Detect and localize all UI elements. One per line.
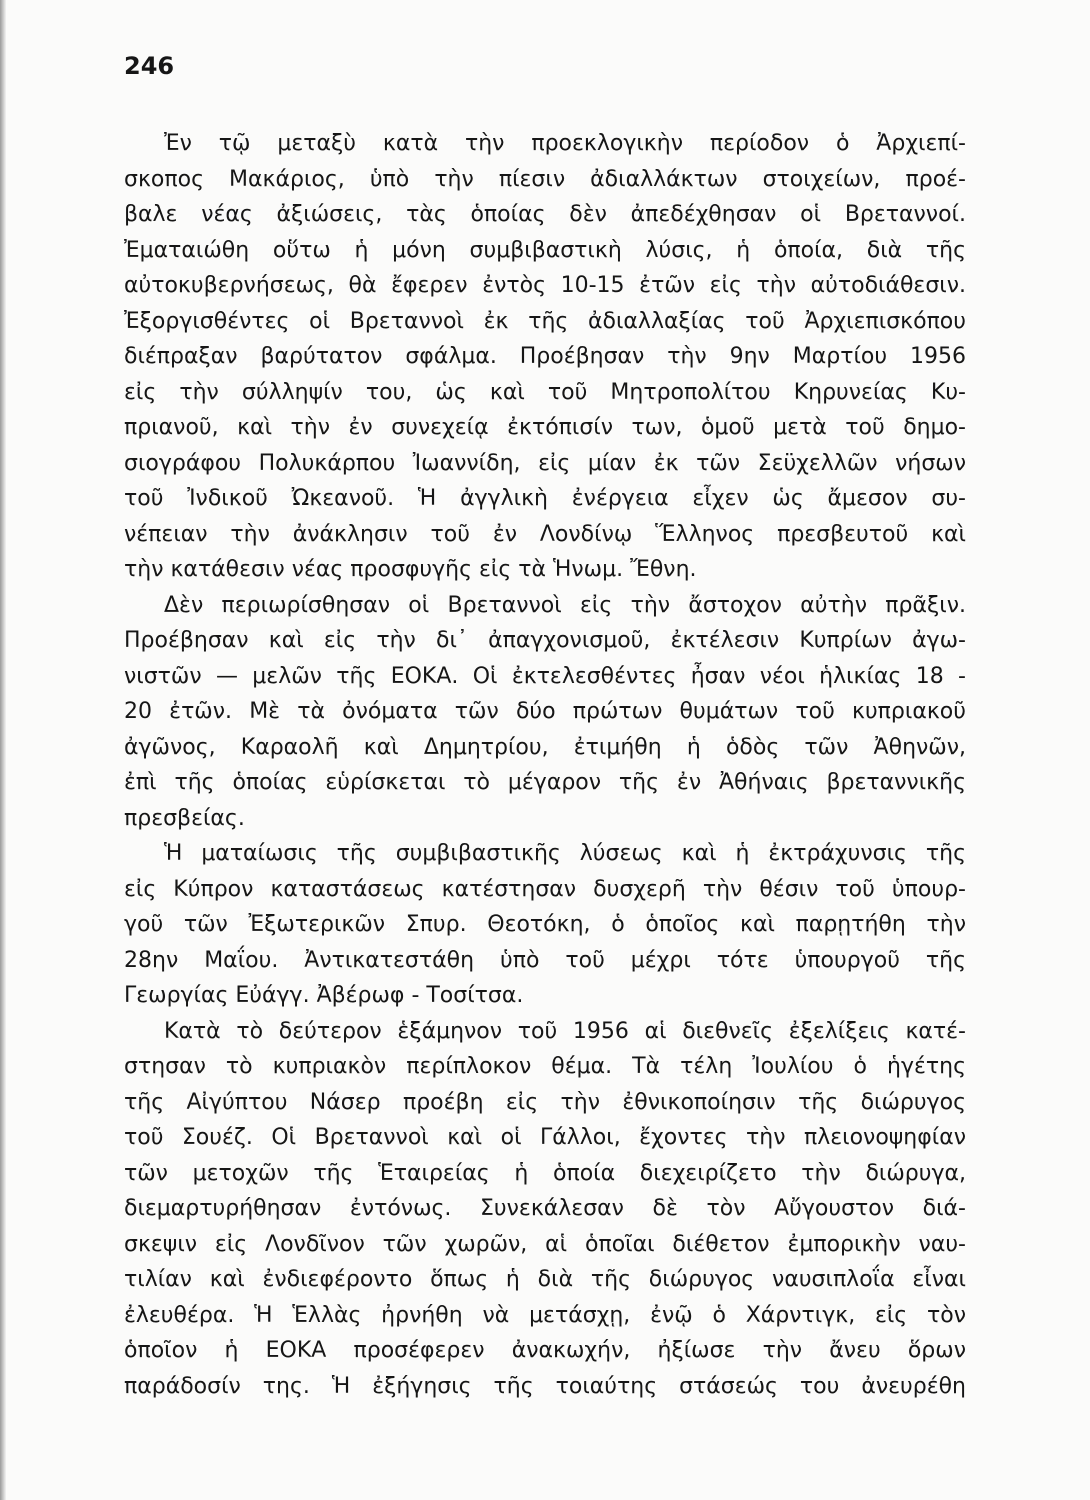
text-line: εἰς τὴν σύλληψίν του, ὡς καὶ τοῦ Μητροπολίτου Κηρυνείας Κυ-: [124, 379, 966, 405]
text-line: διέπραξαν βαρύτατον σφάλμα. Προέβησαν τὴν 9ην Μαρτίου 1956: [124, 344, 966, 369]
text-line: Προέβησαν καὶ εἰς τὴν δι᾿ ἀπαγχονισμοῦ, ἐκτέλεσιν Κυπρίων ἀγω-: [124, 628, 966, 653]
text-line: 28ην Μαΐου. Ἀντικατεστάθη ὑπὸ τοῦ μέχρι τότε ὑπουργοῦ τῆς: [124, 947, 966, 973]
text-line: εἰς Κύπρον καταστάσεως κατέστησαν δυσχερῆ τὴν θέσιν τοῦ ὑπουρ-: [124, 876, 966, 902]
text-line: τιλίαν καὶ ἐνδιεφέροντο ὅπως ἡ διὰ τῆς διώρυγος ναυσιπλοΐα εἶναι: [124, 1267, 966, 1292]
text-line: ἀγῶνος, Καραολῆ καὶ Δημητρίου, ἐτιμήθη ἡ ὁδὸς τῶν Ἀθηνῶν,: [124, 734, 966, 760]
text-line: βαλε νέας ἀξιώσεις, τὰς ὁποίας δὲν ἀπεδέχθησαν οἱ Βρεταννοί.: [124, 202, 966, 227]
text-line: τοῦ Σουέζ. Οἱ Βρεταννοὶ καὶ οἱ Γάλλοι, ἔχοντες τὴν πλειονοψηφίαν: [124, 1125, 966, 1150]
text-line: Ἐν τῷ μεταξὺ κατὰ τὴν προεκλογικὴν περίοδον ὁ Ἀρχιεπί-: [164, 131, 966, 156]
text-line: Ἐξοργισθέντες οἱ Βρεταννοὶ ἐκ τῆς ἀδιαλλαξίας τοῦ Ἀρχιεπισκόπου: [124, 308, 966, 334]
text-line: γοῦ τῶν Ἐξωτερικῶν Σπυρ. Θεοτόκη, ὁ ὁποῖος καὶ παρῃτήθη τὴν: [124, 912, 966, 937]
text-line: τῶν μετοχῶν τῆς Ἑταιρείας ἡ ὁποία διεχειρίζετο τὴν διώρυγα,: [124, 1160, 966, 1186]
text-line: τὴν κατάθεσιν νέας προσφυγῆς εἰς τὰ Ἡνωμ. Ἔθνη.: [124, 557, 697, 582]
text-line: διεμαρτυρήθησαν ἐντόνως. Συνεκάλεσαν δὲ τὸν Αὔγουστον διά-: [124, 1196, 966, 1221]
text-line: νιστῶν — μελῶν τῆς ΕΟΚΑ. Οἱ ἐκτελεσθέντες ἦσαν νέοι ἡλικίας 18 -: [124, 663, 966, 689]
text-line: πριανοῦ, καὶ τὴν ἐν συνεχείᾳ ἐκτόπισίν των, ὁμοῦ μετὰ τοῦ δημο-: [124, 415, 966, 440]
text-line: τῆς Αἰγύπτου Νάσερ προέβη εἰς τὴν ἐθνικοποίησιν τῆς διώρυγος: [124, 1089, 966, 1115]
text-line: Κατὰ τὸ δεύτερον ἑξάμηνον τοῦ 1956 αἱ διεθνεῖς ἐξελίξεις κατέ-: [164, 1018, 966, 1044]
text-line: ἐλευθέρα. Ἡ Ἑλλὰς ἠρνήθη νὰ μετάσχῃ, ἐνῷ ὁ Χάρντιγκ, εἰς τὸν: [124, 1302, 966, 1328]
text-line: Ἡ ματαίωσις τῆς συμβιβαστικῆς λύσεως καὶ ἡ ἐκτράχυνσις τῆς: [164, 841, 966, 866]
text-line: 20 ἐτῶν. Μὲ τὰ ὀνόματα τῶν δύο πρώτων θυμάτων τοῦ κυπριακοῦ: [124, 699, 966, 724]
text-line: Ἐματαιώθη οὕτω ἡ μόνη συμβιβαστικὴ λύσις, ἡ ὁποία, διὰ τῆς: [124, 237, 966, 263]
text-line: νέπειαν τὴν ἀνάκλησιν τοῦ ἐν Λονδίνῳ Ἕλληνος πρεσβευτοῦ καὶ: [124, 521, 966, 547]
page-edge-shadow: [0, 0, 6, 1500]
text-line: ὁποῖον ἡ ΕΟΚΑ προσέφερεν ἀνακωχήν, ἠξίωσε τὴν ἄνευ ὅρων: [124, 1338, 966, 1363]
text-line: ἐπὶ τῆς ὁποίας εὑρίσκεται τὸ μέγαρον τῆς ἐν Ἀθήναις βρεταννικῆς: [124, 770, 966, 795]
page-number: 246: [124, 52, 175, 80]
text-line: Γεωργίας Εὐάγγ. Ἀβέρωφ - Τοσίτσα.: [124, 983, 524, 1008]
text-line: Δὲν περιωρίσθησαν οἱ Βρεταννοὶ εἰς τὴν ἄστοχον αὐτὴν πρᾶξιν.: [164, 592, 966, 618]
text-line: σκεψιν εἰς Λονδῖνον τῶν χωρῶν, αἱ ὁποῖαι διέθετον ἐμπορικὴν ναυ-: [124, 1231, 966, 1257]
text-line: στησαν τὸ κυπριακὸν περίπλοκον θέμα. Τὰ τέλη Ἰουλίου ὁ ἡγέτης: [124, 1054, 966, 1079]
text-line: αὐτοκυβερνήσεως, θὰ ἔφερεν ἐντὸς 10-15 ἐτῶν εἰς τὴν αὐτοδιάθεσιν.: [124, 273, 966, 298]
text-line: τοῦ Ἰνδικοῦ Ὠκεανοῦ. Ἡ ἀγγλικὴ ἐνέργεια εἶχεν ὡς ἄμεσον συ-: [124, 486, 966, 511]
text-line: σκοπος Μακάριος, ὑπὸ τὴν πίεσιν ἀδιαλλάκτων στοιχείων, προέ-: [124, 166, 966, 192]
body-text: [124, 126, 966, 1404]
text-line: σιογράφου Πολυκάρπου Ἰωαννίδη, εἰς μίαν ἐκ τῶν Σεϋχελλῶν νήσων: [124, 450, 966, 476]
text-line: πρεσβείας.: [124, 805, 245, 831]
text-line: παράδοσίν της. Ἡ ἐξήγησις τῆς τοιαύτης στάσεώς του ἀνευρέθη: [124, 1373, 966, 1399]
